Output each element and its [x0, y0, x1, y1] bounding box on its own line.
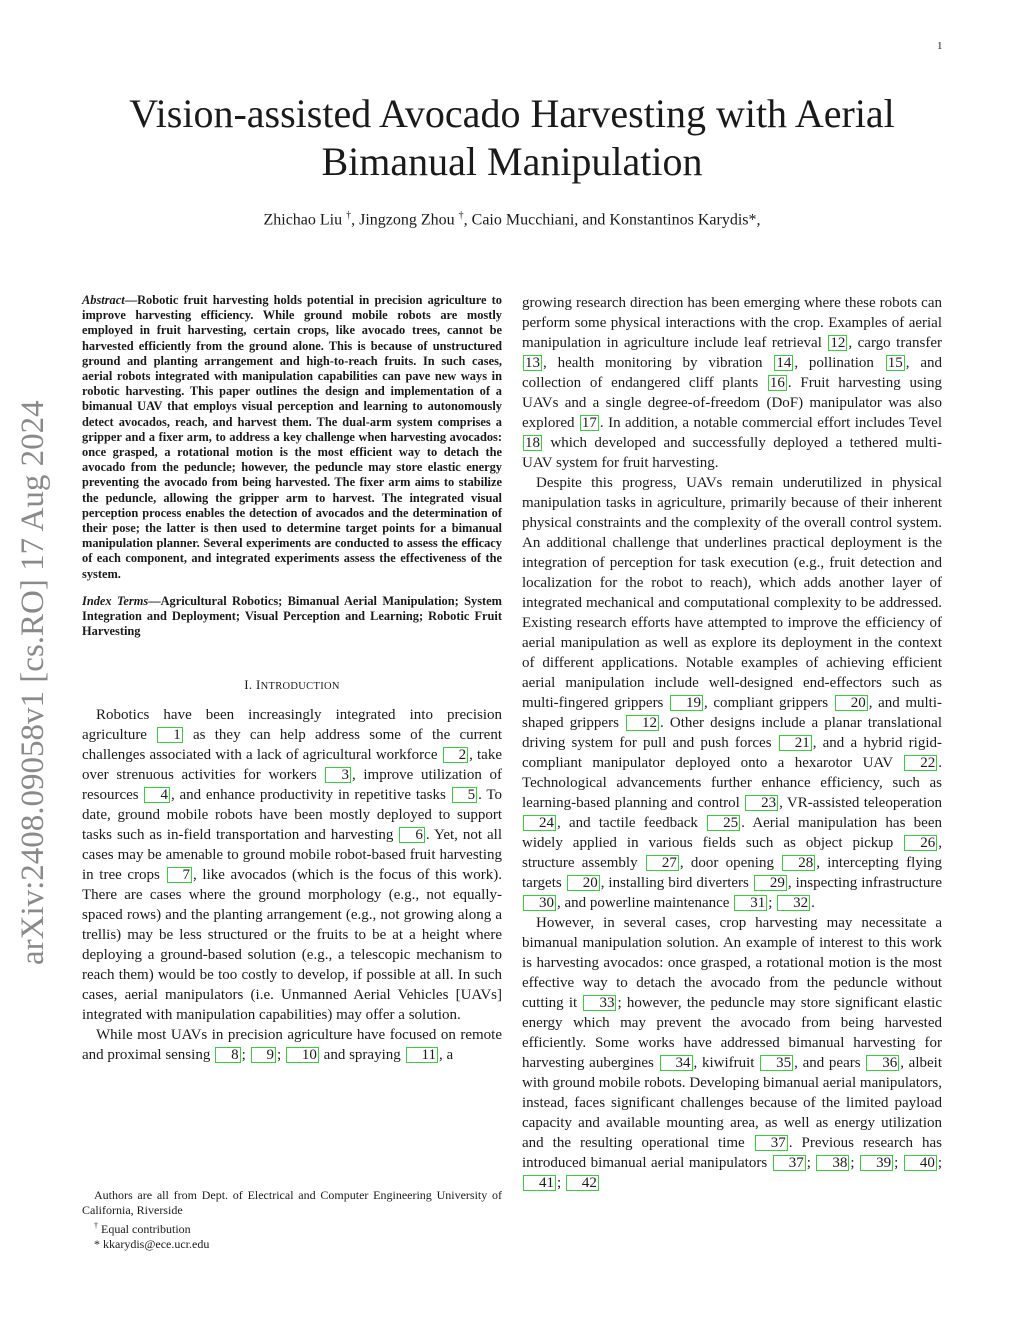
author-name: Zhichao Liu: [263, 211, 343, 229]
dagger-mark: †: [346, 210, 352, 221]
index-terms-label: Index Terms: [82, 593, 149, 608]
citation-link[interactable]: 14: [776, 355, 792, 371]
citation-link[interactable]: 37: [773, 1155, 806, 1171]
citation-link[interactable]: 12: [830, 335, 846, 351]
citation-link[interactable]: 6: [399, 827, 425, 843]
author-name: Jingzong Zhou: [359, 211, 455, 229]
citation-link[interactable]: 27: [646, 855, 679, 871]
body-paragraph-progress: Despite this progress, UAVs remain underutilized in physical manipulation tasks in agriculture, primarily because of their inherent physical constraints and the complexity of the overall control system. An additional challenge that underlines practical deployment is the integration of perception for task execution (e.g., fruit detection and localization for the robot to reach), which adds another layer of integrated mechanical and computational complexity to be addressed. Existing research efforts have attempted to improve the efficiency of aerial manipulation as well as explore its deployment in the context of different applications. Notable examples of achieving efficient aerial manipulation include well-designed end-effectors such as multi-fingered grippers 19 , compliant grippers 20 , and multi-shaped grippers 12 . Other designs include a planar translational driving system for pull and push forces 21 , and a hybrid rigid-compliant manipulator deployed onto a hexarotor UAV 22 . Technological advancements further enhance efficiency, such as learning-based planning and control 23 , VR-assisted teleoperation 24 , and tactile feedback 25 . Aerial manipulation has been widely applied in various fields such as object pickup 26 , structure assembly 27 , door opening 28 , intercepting flying targets 20 , installing bird diverters 29 , inspecting infrastructure 30 , and powerline maintenance 31 ; 32 .: [522, 475, 943, 911]
citation-link[interactable]: 30: [523, 895, 556, 911]
citation-link[interactable]: 9: [251, 1047, 277, 1063]
citation-link[interactable]: 28: [782, 855, 815, 871]
page-number: 1: [937, 40, 943, 52]
citation-link[interactable]: 35: [760, 1055, 793, 1071]
intro-paragraph-1: Robotics have been increasingly integrated into precision agriculture 1 as they can help address some of the current challenges associated with a lack of agricultural workforce 2 , take over strenuous activities for workers 3 , improve utilization of resources 4 , and enhance productivity in repetitive tasks 5 . To date, ground mobile robots have been mostly deployed to support tasks such as in-field transportation and harvesting 6 . Yet, not all cases may be amenable to ground mobile robot-based fruit harvesting in tree crops 7 , like avocados (which is the focus of this work). There are cases where the ground morphology (e.g., not equally-spaced rows) and the planting arrangement (e.g., not growing along a trellis) may be less structured or the fruits to be at a height where deploying a ground-based solution (e.g., a telescopic mechanism to reach them) would be too costly to develop, if possible at all. In such cases, aerial manipulators (i.e. Unmanned Aerial Vehicles [UAVs] integrated with manipulation capabilities) may offer a solution.: [82, 707, 503, 1024]
author-name: Caio Mucchiani: [471, 211, 575, 229]
citation-link[interactable]: 12: [626, 715, 659, 731]
citation-link[interactable]: 38: [816, 1155, 849, 1171]
left-column: [82, 293, 502, 1065]
section-heading-introduction: I. INTRODUCTION: [244, 677, 340, 693]
body-paragraph-bimanual: However, in several cases, crop harvesting may necessitate a bimanual manipulation solution. An example of interest to this work is harvesting avocados: once grasped, a rotational motion is the most effective way to detach the avocado from the peduncle without cutting it 33 ; however, the peduncle may store significant elastic energy which may prevent the avocado from being harvested efficiently. Some works have addressed bimanual harvesting for harvesting aubergines 34 , kiwifruit 35 , and pears 36 , albeit with ground mobile robots. Developing bimanual aerial manipulators, instead, faces significant challenges because of the limited payload capacity and available mounting area, as well as energy utilization and the resulting operational time 37 . Previous research has introduced bimanual aerial manipulators 37 ; 38 ; 39 ; 40 ; 41 ; 42: [522, 915, 942, 1191]
citation-link[interactable]: 26: [904, 835, 937, 851]
citation-link[interactable]: 34: [660, 1055, 693, 1071]
paper-title: Vision-assisted Avocado Harvesting with Aerial Bimanual Manipulation: [129, 91, 895, 184]
citation-link[interactable]: 23: [745, 795, 778, 811]
citation-link[interactable]: 42: [566, 1175, 599, 1191]
citation-link[interactable]: 41: [523, 1175, 556, 1191]
citation-link[interactable]: 31: [734, 895, 767, 911]
citation-link[interactable]: 13: [525, 355, 540, 371]
citation-link[interactable]: 39: [860, 1155, 893, 1171]
citation-link[interactable]: 3: [325, 767, 351, 783]
citation-link[interactable]: 21: [779, 735, 812, 751]
body-paragraph-continuation: growing research direction has been emerging where these robots can perform some physical interactions with the crop. Examples of aerial manipulation in agriculture include leaf retrieval 12 , cargo transfer 13 , health monitoring by vibration 14 , pollination 15 , and collection of endangered cliff plants 16 . Fruit harvesting using UAVs and a single degree-of-freedom (DoF) manipulator was also explored 17 . In addition, a notable commercial effort includes Tevel 18 which developed and successfully deployed a tethered multi-UAV system for fruit harvesting.: [522, 295, 942, 471]
citation-link[interactable]: 4: [144, 787, 170, 803]
footnote-equal-contribution: † Equal contribution: [94, 1221, 191, 1236]
citation-link[interactable]: 37: [755, 1135, 788, 1151]
citation-link[interactable]: 40: [904, 1155, 937, 1171]
citation-link[interactable]: 22: [904, 755, 937, 771]
citation-link[interactable]: 2: [443, 747, 469, 763]
abstract: Abstract—Robotic fruit harvesting holds potential in precision agriculture to improve harvesting efficiency. While ground mobile robots are mostly employed in fruit harvesting, certain crops, like avocado trees, cannot be harvested efficiently from the ground alone. This is because of unstructured ground and planting arrangement and high-to-reach fruits. In such cases, aerial robots integrated with manipulation capabilities can pave new ways in robotic harvesting. This paper outlines the design and implementation of a bimanual UAV that employs visual perception and learning to autonomously detect avocados, reach, and harvest them. The dual-arm system comprises a gripper and a fixer arm, to address a key challenge when harvesting avocados: once grasped, a rotational motion is the most efficient way to detach the avocado from the peduncle; however, the peduncle may store elastic energy preventing the avocado from being harvested. The fixer arm aims to stabilize the peduncle, allowing the gripper arm to harvest. The integrated visual perception process enables the detection of avocados and the determination of their pose; the latter is then used to determine target points for a bimanual manipulation planner. Several experiments are conducted to assess the efficacy of each component, and integrated experiments assess the effectiveness of the system.: [82, 293, 502, 581]
citation-link[interactable]: 10: [286, 1047, 319, 1063]
citation-link[interactable]: 5: [452, 787, 478, 803]
citation-link[interactable]: 24: [523, 815, 556, 831]
citation-link[interactable]: 1: [157, 727, 183, 743]
arxiv-identifier: arXiv:2408.09058v1 [cs.RO] 17 Aug 2024: [15, 400, 51, 965]
citation-link[interactable]: 29: [754, 875, 787, 891]
citation-link[interactable]: 18: [525, 435, 540, 451]
citation-link[interactable]: 36: [866, 1055, 899, 1071]
footnote-affiliation: Authors are all from Dept. of Electrical and Computer Engineering University of California, Riverside: [82, 1188, 502, 1217]
index-terms-text: Agricultural Robotics; Bimanual Aerial Manipulation; System Integration and Deployment; Visual Perception and Learning; Robotic Fruit Harvesting: [82, 593, 502, 639]
index-terms: Index Terms—Agricultural Robotics; Bimanual Aerial Manipulation; System Integration and Deployment; Visual Perception and Learning; Robotic Fruit Harvesting: [82, 593, 502, 639]
citation-link[interactable]: 25: [707, 815, 740, 831]
footnote-email: * kkarydis@ece.ucr.edu: [94, 1237, 210, 1251]
intro-paragraph-2: While most UAVs in precision agriculture have focused on remote and proximal sensing 8 ; 9 ; 10 and spraying 11 , a: [82, 1027, 502, 1064]
citation-link[interactable]: 15: [887, 355, 903, 371]
citation-link[interactable]: 20: [567, 875, 600, 891]
dagger-mark: †: [458, 210, 464, 221]
abstract-text: Robotic fruit harvesting holds potential in precision agriculture to improve harvesting efficiency. While ground mobile robots are mostly employed in fruit harvesting, certain crops, like avocado trees, cannot be harvested efficiently from the ground alone. This is because of unstructured ground and planting arrangement and high-to-reach fruits. In such cases, aerial robots integrated with manipulation capabilities can pave new ways in robotic harvesting. This paper outlines the design and implementation of a bimanual UAV that employs visual perception and learning to autonomously detect avocados, reach, and harvest them. The dual-arm system comprises a gripper and a fixer arm, to address a key challenge when harvesting avocados: once grasped, a rotational motion is the most efficient way to detach the avocado from the peduncle; however, the peduncle may store elastic energy preventing the avocado from being harvested. The fixer arm aims to stabilize the peduncle, allowing the gripper arm to harvest. The integrated visual perception process enables the detection of avocados and the determination of their pose; the latter is then used to determine target points for a bimanual manipulation planner. Several experiments are conducted to assess the efficacy of each component, and integrated experiments assess the effectiveness of the system.: [82, 293, 502, 581]
citation-link[interactable]: 11: [406, 1047, 438, 1063]
abstract-label: Abstract: [82, 293, 125, 307]
footnotes: [82, 1188, 502, 1252]
citation-link[interactable]: 33: [583, 995, 616, 1011]
citation-link[interactable]: 8: [215, 1047, 241, 1063]
citation-link[interactable]: 7: [167, 867, 193, 883]
citation-link[interactable]: 32: [777, 895, 810, 911]
citation-link[interactable]: 17: [581, 415, 597, 431]
author-name: Konstantinos Karydis*,: [609, 211, 761, 229]
citation-link[interactable]: 20: [835, 695, 868, 711]
citation-link[interactable]: 19: [670, 695, 703, 711]
citation-link[interactable]: 16: [769, 375, 785, 391]
author-list: Zhichao Liu †, Jingzong Zhou †, Caio Mucchiani, and Konstantinos Karydis*,: [263, 210, 761, 229]
right-column: [522, 293, 942, 1193]
